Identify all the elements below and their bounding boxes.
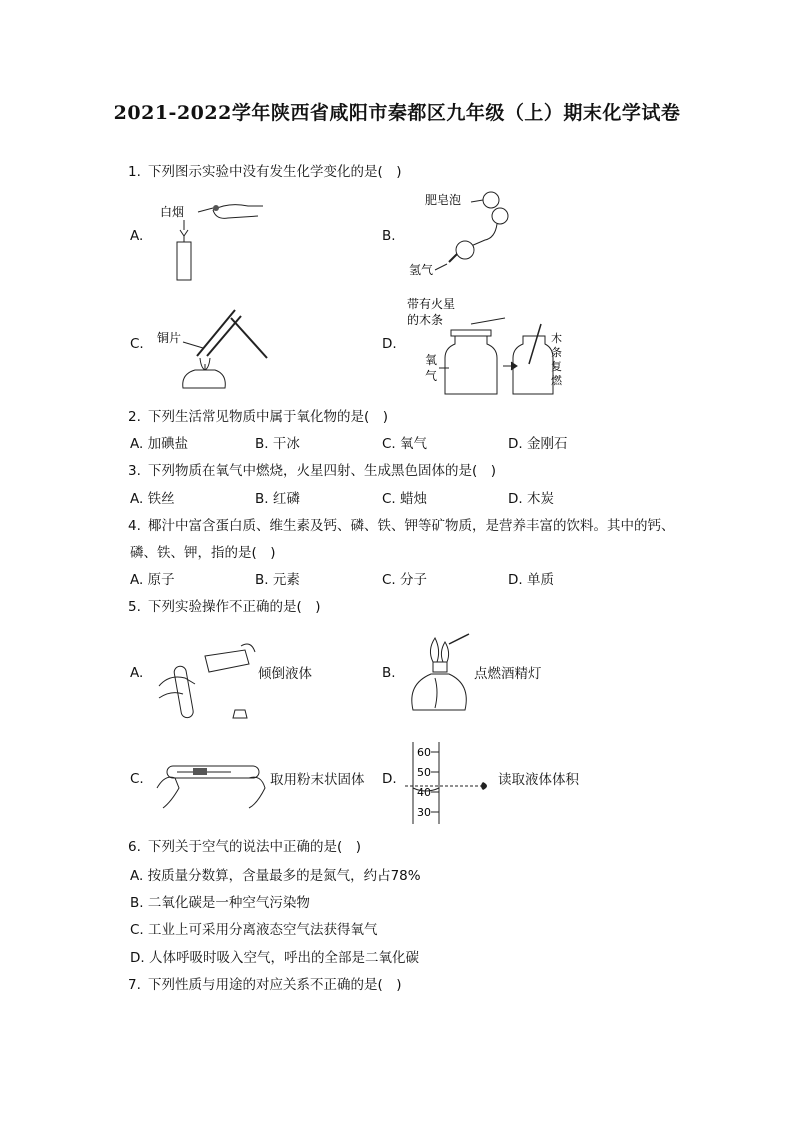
option-letter: B. bbox=[382, 228, 396, 244]
question-stem: 椰汁中富含蛋白质、维生素及钙、磷、铁、钾等矿物质，是营养丰富的饮料。其中的钙、 bbox=[148, 518, 675, 534]
tick-label: 50 bbox=[417, 766, 431, 779]
option-d: D. 木炭 bbox=[508, 491, 554, 507]
label-white-smoke: 白烟 bbox=[160, 205, 185, 219]
option-letter: C. bbox=[130, 336, 144, 352]
option-a: A. 按质量分数算，含量最多的是氮气，约占78% bbox=[130, 868, 421, 884]
figure-5a-pouring-liquid bbox=[155, 628, 260, 722]
figure-1d-oxygen-test bbox=[405, 294, 575, 398]
question-1 bbox=[128, 163, 402, 181]
figure-5d-reading-volume bbox=[405, 738, 499, 826]
option-c: C. 工业上可采用分离液态空气法获得氧气 bbox=[130, 922, 378, 938]
option-a: A. 原子 bbox=[130, 572, 175, 588]
question-4-stem-continued: 磷、铁、钾，指的是( ) bbox=[130, 545, 276, 561]
page-title: 2021-2022学年陕西省咸阳市秦都区九年级（上）期末化学试卷 bbox=[113, 102, 681, 124]
question-2 bbox=[128, 408, 388, 426]
option-d: D. 单质 bbox=[508, 572, 554, 588]
question-stem: 下列物质在氧气中燃烧，火星四射、生成黑色固体的是( ) bbox=[148, 463, 497, 479]
question-number: 3. bbox=[128, 463, 141, 479]
question-number: 2. bbox=[128, 409, 141, 425]
option-b: B. 干冰 bbox=[255, 436, 300, 452]
option-letter: A. bbox=[130, 665, 144, 681]
option-5a-text: 倾倒液体 bbox=[258, 666, 312, 682]
option-b: B. 红磷 bbox=[255, 491, 300, 507]
option-a: A. 加碘盐 bbox=[130, 436, 189, 452]
question-stem: 下列关于空气的说法中正确的是( ) bbox=[148, 839, 362, 855]
question-number: 7. bbox=[128, 977, 141, 993]
label-soap-bubble: 肥皂泡 bbox=[425, 193, 462, 207]
option-c: C. 蜡烛 bbox=[382, 491, 428, 507]
figure-1c-heating-copper bbox=[155, 298, 275, 396]
option-5d-text: 读取液体体积 bbox=[498, 772, 579, 788]
option-c: C. 分子 bbox=[382, 572, 428, 588]
option-5b-text: 点燃酒精灯 bbox=[474, 666, 542, 682]
label-splint-relights-2: 条 bbox=[551, 346, 562, 359]
label-splint-relights-3: 复 bbox=[551, 360, 562, 373]
label-glowing-splint: 带有火星 bbox=[407, 297, 456, 311]
question-number: 5. bbox=[128, 599, 141, 615]
option-b: B. 元素 bbox=[255, 572, 300, 588]
option-c: C. 氧气 bbox=[382, 436, 428, 452]
label-splint-relights-4: 燃 bbox=[551, 374, 562, 387]
question-number: 4. bbox=[128, 518, 141, 534]
label-splint-relights-1: 木 bbox=[551, 332, 562, 345]
question-stem: 下列实验操作不正确的是( ) bbox=[148, 599, 321, 615]
question-stem: 下列图示实验中没有发生化学变化的是( ) bbox=[148, 164, 402, 180]
figure-1a-candle-white-smoke bbox=[158, 190, 268, 282]
label-oxygen-2: 气 bbox=[425, 369, 438, 383]
label-hydrogen: 氢气 bbox=[409, 263, 434, 277]
question-7 bbox=[128, 976, 402, 994]
option-d: D. 人体呼吸时吸入空气，呼出的全部是二氧化碳 bbox=[130, 950, 419, 966]
tick-label: 40 bbox=[417, 786, 431, 799]
option-d: D. 金刚石 bbox=[508, 436, 568, 452]
tick-label: 30 bbox=[417, 806, 431, 819]
question-4 bbox=[128, 517, 675, 535]
figure-5c-powder-solid bbox=[153, 748, 268, 812]
option-letter: B. bbox=[382, 665, 396, 681]
question-number: 1. bbox=[128, 164, 141, 180]
option-letter: A. bbox=[130, 228, 144, 244]
question-5 bbox=[128, 598, 321, 616]
tick-label: 60 bbox=[417, 746, 431, 759]
question-stem: 下列生活常见物质中属于氧化物的是( ) bbox=[148, 409, 389, 425]
figure-5b-lighting-alcohol-lamp bbox=[405, 632, 475, 718]
question-number: 6. bbox=[128, 839, 141, 855]
question-3 bbox=[128, 462, 496, 480]
label-glowing-splint-2: 的木条 bbox=[407, 313, 444, 327]
option-a: A. 铁丝 bbox=[130, 491, 175, 507]
option-letter: C. bbox=[130, 771, 144, 787]
question-6 bbox=[128, 838, 361, 856]
label-oxygen-1: 氧 bbox=[425, 353, 438, 367]
option-b: B. 二氧化碳是一种空气污染物 bbox=[130, 895, 310, 911]
option-letter: D. bbox=[382, 336, 397, 352]
label-copper-sheet: 铜片 bbox=[157, 331, 182, 345]
option-letter: D. bbox=[382, 771, 397, 787]
figure-1b-hydrogen-bubbles bbox=[405, 188, 515, 280]
question-stem: 下列性质与用途的对应关系不正确的是( ) bbox=[148, 977, 402, 993]
option-5c-text: 取用粉末状固体 bbox=[270, 772, 365, 788]
